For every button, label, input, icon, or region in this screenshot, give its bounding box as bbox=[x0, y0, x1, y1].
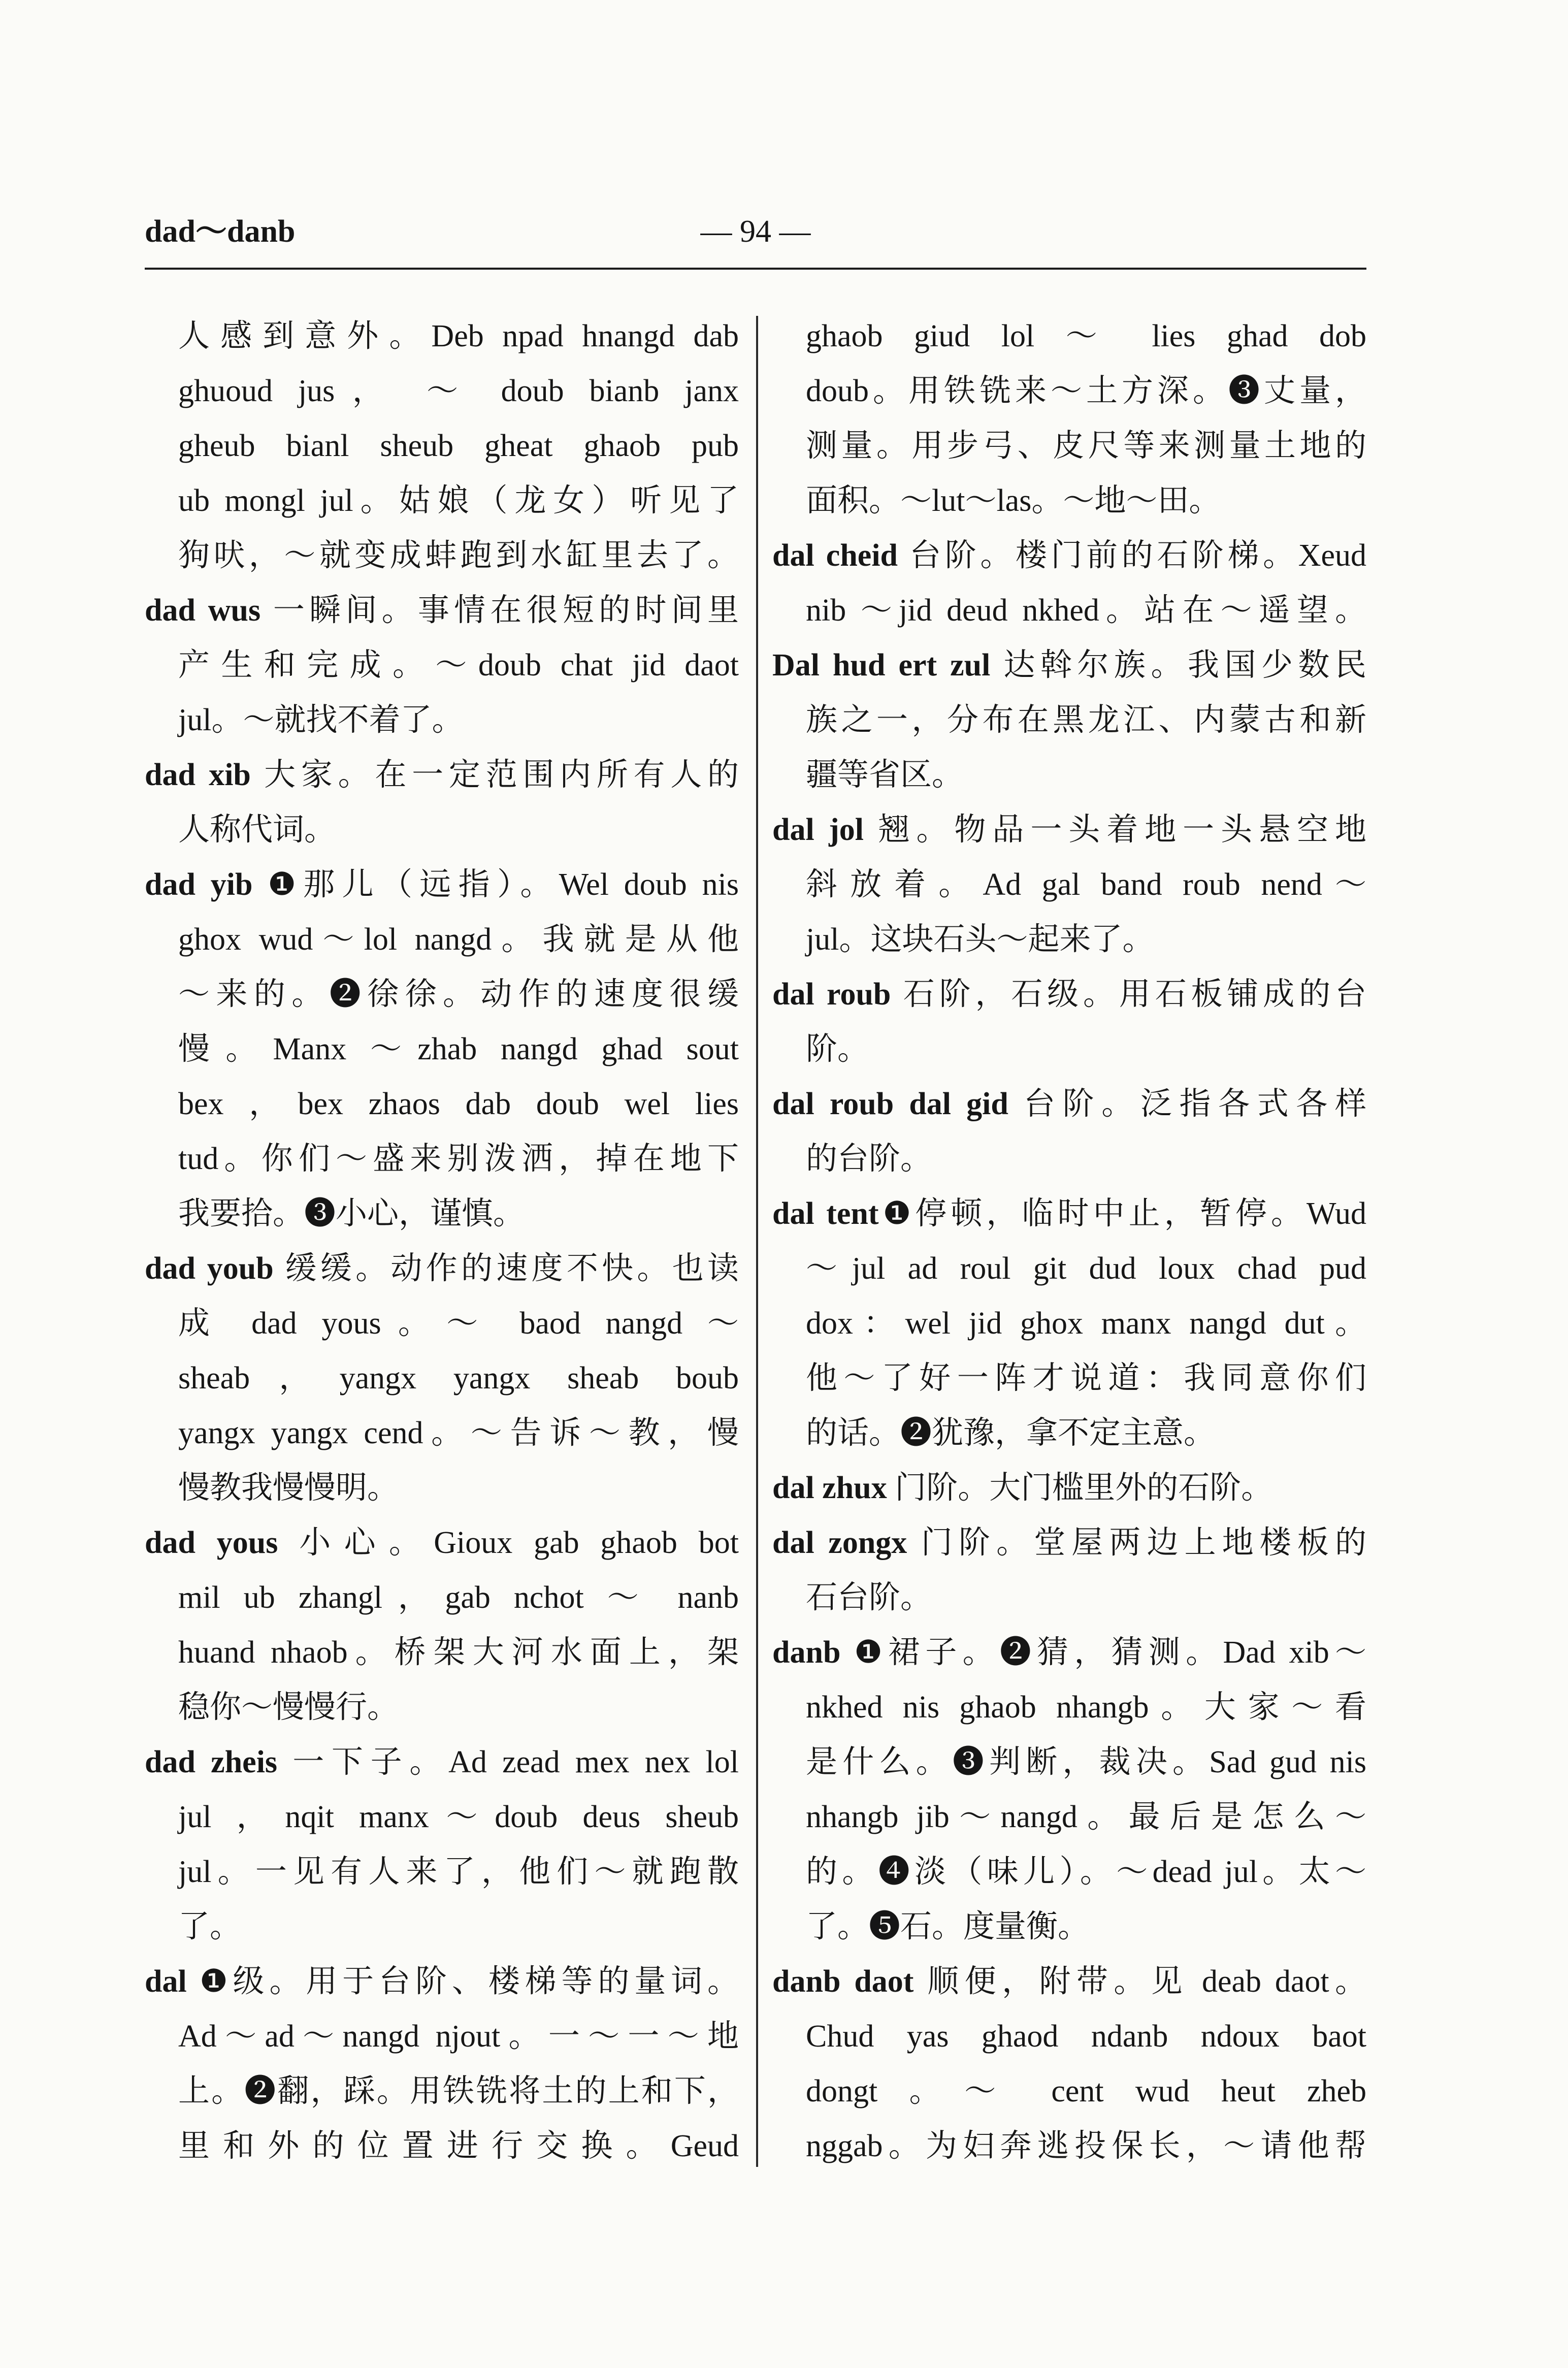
entry-line: 人感到意外。Deb npad hnangd dab bbox=[178, 319, 739, 353]
entry-line: nib ～jid deud nkhed。站在～遥望。 bbox=[806, 593, 1366, 628]
dictionary-entry bbox=[772, 1077, 1366, 1186]
headword: dal bbox=[145, 1964, 187, 1999]
headword: dad wus bbox=[145, 593, 261, 628]
dictionary-entry bbox=[772, 802, 1366, 967]
definition-text: ❶裙子。❷猜，猜测。Dad xib～ bbox=[840, 1635, 1366, 1670]
definition-text: 达斡尔族。我国少数民 bbox=[990, 648, 1366, 683]
definition-text: ❶停顿，临时中止，暂停。Wud bbox=[878, 1196, 1366, 1231]
entry-line: ～jul ad roul git dud loux chad pud bbox=[806, 1251, 1366, 1286]
entry-first-line bbox=[145, 583, 739, 638]
entry-line: 稳你～慢慢行。 bbox=[178, 1690, 399, 1725]
dictionary-entry bbox=[772, 1515, 1366, 1625]
entry-line: 了。 bbox=[178, 1909, 242, 1944]
entry-line: 狗吠，～就变成蚌跑到水缸里去了。 bbox=[178, 538, 739, 573]
entry-line: Chud yas ghaod ndanb ndoux baot bbox=[806, 2019, 1366, 2054]
headword: danb daot bbox=[772, 1964, 914, 1999]
entry-line: 成 dad yous。～ baod nangd ～ bbox=[178, 1306, 739, 1341]
page-header bbox=[145, 203, 1366, 260]
definition-text: 小心。Gioux gab ghaob bot bbox=[278, 1526, 739, 1560]
entry-line: 阶。 bbox=[806, 1032, 869, 1066]
entry-first-line bbox=[772, 802, 1366, 857]
dictionary-entry bbox=[772, 638, 1366, 802]
entry-line: ub mongl jul。姑娘（龙女）听见了 bbox=[178, 483, 739, 518]
entry-line: jul。这块石头～起来了。 bbox=[806, 922, 1154, 957]
entry-line: ～来的。❷徐徐。动作的速度很缓 bbox=[178, 977, 739, 1012]
entry-line: 他～了好一阵才说道：我同意你们 bbox=[806, 1361, 1366, 1396]
headword: dal roub bbox=[772, 977, 891, 1012]
entry-line: 斜放着。Ad gal band roub nend～ bbox=[806, 867, 1366, 902]
entry-first-line bbox=[772, 967, 1366, 1022]
entry-line: 了。❺石。度量衡。 bbox=[806, 1909, 1090, 1944]
definition-text: 缓缓。动作的速度不快。也读 bbox=[273, 1251, 739, 1286]
dictionary-entry bbox=[145, 1515, 739, 1735]
entry-first-line bbox=[772, 1077, 1366, 1131]
entry-line: dongt 。～ cent wud heut zheb bbox=[806, 2074, 1366, 2109]
dictionary-entry bbox=[145, 748, 739, 857]
entry-line: 的。❹淡（味儿）。～dead jul。太～ bbox=[806, 1855, 1366, 1889]
entry-line: 疆等省区。 bbox=[806, 758, 964, 792]
definition-text: ❶那儿（远指）。Wel doub nis bbox=[252, 867, 739, 902]
entry-first-line bbox=[772, 1954, 1366, 2009]
header-rule bbox=[145, 268, 1366, 270]
entry-line: jul。一见有人来了，他们～就跑散 bbox=[178, 1855, 739, 1889]
entry-line: 上。❷翻，踩。用铁铣将土的上和下， bbox=[178, 2074, 739, 2109]
entry-line: 我要拾。❸小心，谨慎。 bbox=[178, 1196, 525, 1231]
entry-line: 慢教我慢慢明。 bbox=[178, 1471, 399, 1505]
headword: dad youb bbox=[145, 1251, 274, 1286]
entry-line: nhangb jib～nangd。最后是怎么～ bbox=[806, 1800, 1366, 1834]
headword: dal roub dal gid bbox=[772, 1087, 1008, 1121]
left-column bbox=[145, 309, 739, 2174]
entry-line: 族之一，分布在黑龙江、内蒙古和新 bbox=[806, 703, 1366, 737]
running-head: dad～danb bbox=[145, 214, 296, 249]
entry-line: 里和外的位置进行交换。Geud bbox=[178, 2129, 739, 2163]
entry-line: ghaob giud lol ～ lies ghad dob bbox=[806, 319, 1366, 353]
definition-text: 石阶，石级。用石板铺成的台 bbox=[891, 977, 1366, 1012]
headword: dal tent bbox=[772, 1196, 879, 1231]
headword: dad yous bbox=[145, 1526, 278, 1560]
entry-first-line bbox=[772, 1625, 1366, 1680]
entry-first-line bbox=[145, 748, 739, 802]
entry-first-line bbox=[772, 638, 1366, 693]
headword: danb bbox=[772, 1635, 841, 1670]
headword: dad yib bbox=[145, 867, 253, 902]
entry-line: tud。你们～盛来别泼洒，掉在地下 bbox=[178, 1142, 739, 1176]
entry-line: sheab，yangx yangx sheab boub bbox=[178, 1361, 739, 1396]
entry-first-line bbox=[145, 1515, 739, 1570]
entry-line: gheub bianl sheub gheat ghaob pub bbox=[178, 429, 739, 463]
entry-first-line bbox=[772, 1186, 1366, 1241]
definition-text: 顺便，附带。见 deab daot。 bbox=[913, 1964, 1366, 1999]
dictionary-entry-continued bbox=[772, 309, 1366, 528]
headword: Dal hud ert zul bbox=[772, 648, 991, 683]
definition-text: 一瞬间。事情在很短的时间里 bbox=[260, 593, 739, 628]
entry-line: 测量。用步弓、皮尺等来测量土地的 bbox=[806, 429, 1366, 463]
entry-first-line bbox=[145, 857, 739, 912]
entry-line: nkhed nis ghaob nhangb。大家～看 bbox=[806, 1690, 1366, 1725]
dictionary-entry-continued bbox=[145, 309, 739, 583]
definition-text: 门阶。大门槛里外的石阶。 bbox=[887, 1471, 1273, 1505]
entry-first-line bbox=[772, 1515, 1366, 1570]
entry-first-line bbox=[772, 528, 1366, 583]
entry-line: doub。用铁铣来～土方深。❸丈量， bbox=[806, 374, 1366, 408]
definition-text: 台阶。楼门前的石阶梯。Xeud bbox=[898, 538, 1366, 573]
entry-line: mil ub zhangl，gab nchot ～ nanb bbox=[178, 1580, 739, 1615]
headword: dad xib bbox=[145, 758, 251, 792]
entry-line: 面积。～lut～las。～地～田。 bbox=[806, 483, 1221, 518]
right-column bbox=[772, 309, 1366, 2174]
headword: dal jol bbox=[772, 813, 864, 847]
entry-line: 慢。Manx ～zhab nangd ghad sout bbox=[178, 1032, 739, 1066]
entry-line: dox：wel jid ghox manx nangd dut。 bbox=[806, 1306, 1366, 1341]
entry-line: bex ，bex zhaos dab doub wel lies bbox=[178, 1087, 739, 1121]
headword: dal cheid bbox=[772, 538, 898, 573]
entry-first-line bbox=[145, 1241, 739, 1296]
entry-first-line bbox=[145, 1954, 739, 2009]
entry-line: 石台阶。 bbox=[806, 1580, 932, 1615]
entry-line: huand nhaob。桥架大河水面上，架 bbox=[178, 1635, 739, 1670]
dictionary-entry bbox=[145, 1241, 739, 1515]
entry-line: Ad～ad～nangd njout。一～一～地 bbox=[178, 2019, 739, 2054]
dictionary-entry bbox=[772, 1954, 1366, 2174]
entry-line: 人称代词。 bbox=[178, 813, 336, 847]
dictionary-entry bbox=[145, 857, 739, 1241]
headword: dad zheis bbox=[145, 1745, 278, 1779]
definition-text: 翘。物品一头着地一头悬空地 bbox=[864, 813, 1366, 847]
column-divider bbox=[756, 316, 758, 2167]
entry-line: 是什么。❸判断，裁决。Sad gud nis bbox=[806, 1745, 1366, 1779]
definition-text: 台阶。泛指各式各样 bbox=[1008, 1087, 1366, 1121]
definition-text: ❶级。用于台阶、楼梯等的量词。 bbox=[186, 1964, 739, 1999]
dictionary-entry bbox=[772, 967, 1366, 1077]
entry-line: ghuoud jus， ～ doub bianb janx bbox=[178, 374, 739, 408]
entry-line: yangx yangx cend。～告诉～教，慢 bbox=[178, 1416, 739, 1450]
definition-text: 一下子。Ad zead mex nex lol bbox=[277, 1745, 739, 1779]
dictionary-entry bbox=[145, 1735, 739, 1954]
entry-line: 的话。❷犹豫，拿不定主意。 bbox=[806, 1416, 1216, 1450]
definition-text: 大家。在一定范围内所有人的 bbox=[250, 758, 739, 792]
dictionary-entry bbox=[772, 528, 1366, 638]
entry-line: nggab。为妇奔逃投保长，～请他帮 bbox=[806, 2129, 1366, 2163]
entry-line: 产生和完成。～doub chat jid daot bbox=[178, 648, 739, 683]
entry-first-line bbox=[145, 1735, 739, 1790]
dictionary-entry bbox=[145, 583, 739, 748]
entry-line: 的台阶。 bbox=[806, 1142, 932, 1176]
headword: dal zongx bbox=[772, 1526, 907, 1560]
dictionary-entry bbox=[145, 1954, 739, 2174]
dictionary-entry bbox=[772, 1186, 1366, 1461]
definition-text: 门阶。堂屋两边上地楼板的 bbox=[907, 1526, 1366, 1560]
dictionary-entry bbox=[772, 1625, 1366, 1954]
entry-line: ghox wud～lol nangd。我就是从他 bbox=[178, 922, 739, 957]
entry-first-line bbox=[772, 1461, 1366, 1515]
entry-line: jul ，nqit manx～doub deus sheub bbox=[178, 1800, 739, 1834]
headword: dal zhux bbox=[772, 1471, 887, 1505]
dictionary-entry bbox=[772, 1461, 1366, 1515]
entry-line: jul。～就找不着了。 bbox=[178, 703, 464, 737]
page-number: — 94 — bbox=[700, 214, 811, 249]
